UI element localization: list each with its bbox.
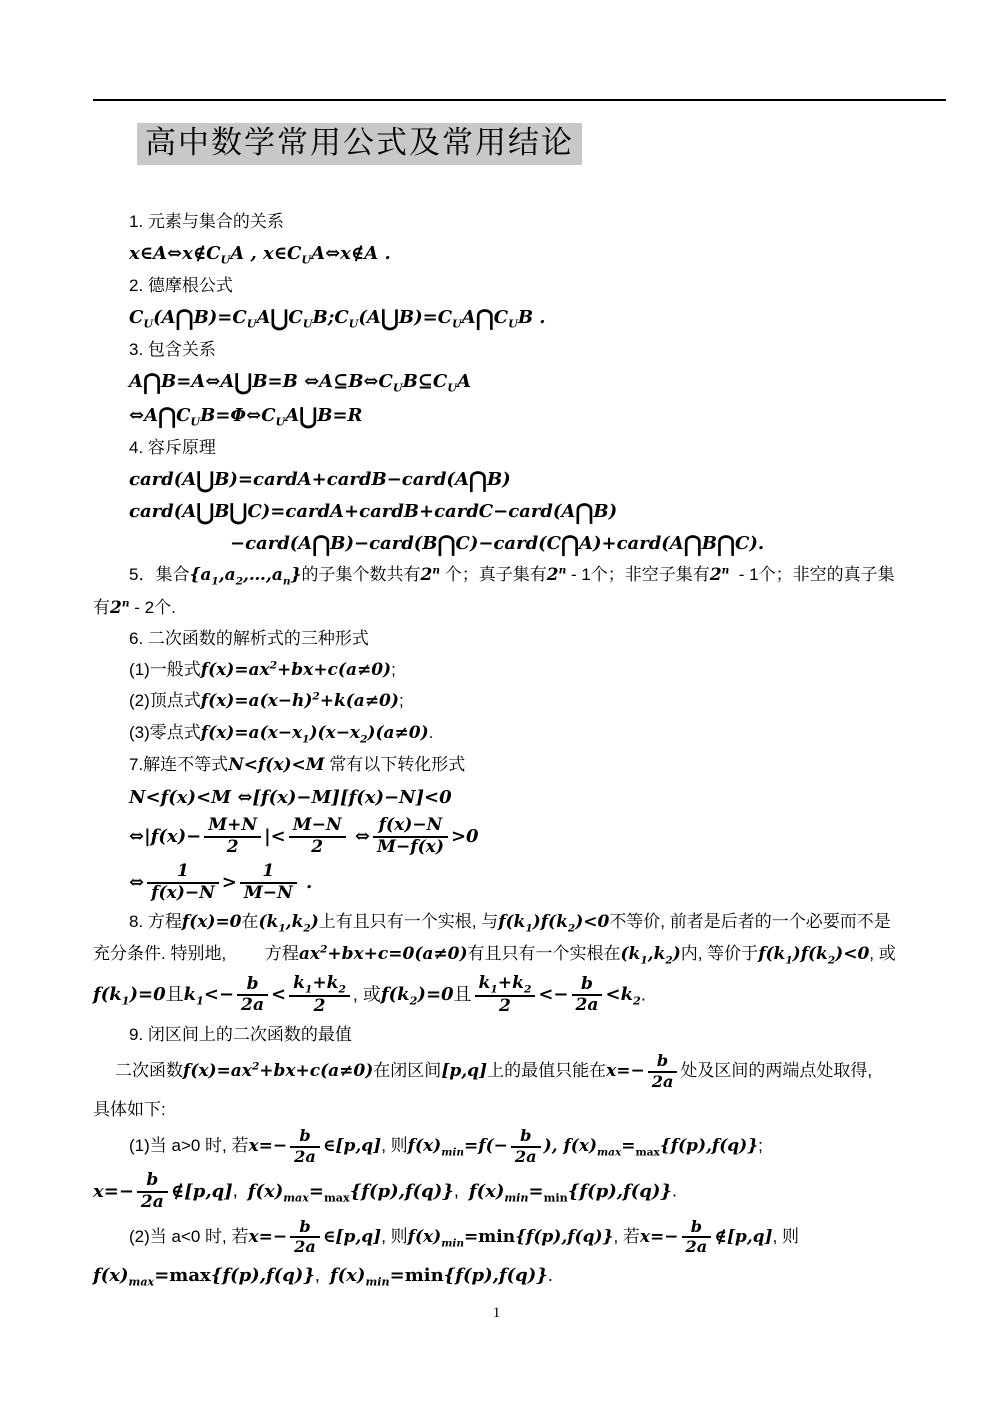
document-body bbox=[93, 208, 946, 1291]
page-number: 1 bbox=[492, 1305, 501, 1321]
doc-line: 3. 包含关系 bbox=[129, 340, 216, 360]
doc-line: $f(x)_{max}=\max\{f(p),f(q)\}$, $f(x)_{min}=\min\{f(p),f(q)\}$. bbox=[93, 1264, 553, 1289]
doc-line: N<f(x)<M ⇔[f(x)−M][f(x)−N]<0 bbox=[129, 786, 452, 808]
doc-line: x=− $\frac{b}{2a}$ ∉[p,q], $f(x)_{max}=_{max}\{f(p),f(q)\}$, $f(x)_{min}=_{min}\{f(p),f(q)\}$. bbox=[93, 1170, 677, 1212]
doc-line: −card(A⋂B)−card(B⋂C)−card(C⋂A)+card(A⋂B⋂C). bbox=[230, 531, 765, 558]
doc-line: $x\in A\Leftrightarrow x\notin C_UA$ , $x\in C_UA\Leftrightarrow x\notin A$ . bbox=[129, 242, 391, 267]
doc-line: (3)零点式$f(x)=a(x-x_1)(x-x_2)(a\ne 0)$. bbox=[129, 722, 434, 746]
doc-line: 4. 容斥原理 bbox=[129, 438, 216, 458]
doc-line: 有2$^n$ - 2个. bbox=[93, 597, 176, 618]
doc-line: 充分条件. 特别地, 方程$ax^2+bx+c=0(a\ne 0)$有且只有一个实根在$(k_1,k_2)$内, 等价于$f(k_1)f(k_2)<0$, 或 bbox=[93, 943, 896, 967]
doc-line: (2)顶点式$f(x)=a(x-h)^2+k(a\ne 0)$; bbox=[129, 690, 404, 712]
doc-line: 8. 方程f(x)=0在$(k_1,k_2)$上有且只有一个实根, 与$f(k_1)f(k_2)<0$不等价, 前者是后者的一个必要而不是 bbox=[129, 911, 891, 935]
doc-line: card(A⋃B⋃C)=cardA+cardB+cardC−card(A⋂B) bbox=[129, 499, 618, 526]
doc-line: 5．集合$\{a_1,a_2,\dots,a_n\}$的子集个数共有2$^n$ 个；真子集有2$^n$ - 1个；非空子集有2$^n$ - 1个；非空的真子集 bbox=[129, 564, 895, 588]
doc-line: 二次函数$f(x)=ax^2+bx+c(a\ne 0)$在闭区间[p,q]上的最值只能在x=− $\frac{b}{2a}$ 处及区间的两端点处取得, bbox=[115, 1051, 873, 1091]
doc-line: $\Leftrightarrow A⋂C_UB=\Phi\Leftrightarrow C_UA⋃B=R$ bbox=[129, 403, 363, 430]
doc-line: (2)当 a<0 时, 若x=− $\frac{b}{2a}$ ∈[p,q], 则$f(x)_{min}=\min\{f(p),f(q)\}$, 若x=− $\frac{b}{2a}$ ∉[p,q], 则 bbox=[129, 1216, 800, 1257]
doc-line: 1. 元素与集合的关系 bbox=[129, 212, 284, 232]
doc-line: 9. 闭区间上的二次函数的最值 bbox=[129, 1024, 352, 1044]
doc-line: 具体如下: bbox=[93, 1099, 166, 1119]
doc-line: A⋂B=A⇔A⋃B=B $\Leftrightarrow A⊆B\Leftrightarrow C_UB⊆C_UA$ bbox=[129, 369, 471, 396]
page-title: 高中数学常用公式及常用结论 bbox=[137, 123, 582, 165]
doc-line: (1)一般式$f(x)=ax^2+bx+c(a\ne 0)$; bbox=[129, 659, 396, 680]
doc-line: card(A⋃B)=cardA+cardB−card(A⋂B) bbox=[129, 467, 511, 494]
doc-line: 6. 二次函数的解析式的三种形式 bbox=[129, 629, 369, 649]
doc-line: 7.解连不等式N<f(x)<M 常有以下转化形式 bbox=[129, 755, 466, 776]
doc-line: $C_U(A⋂B)=C_UA⋃C_UB;C_U(A⋃B)=C_UA⋂C_UB$ . bbox=[129, 305, 546, 332]
doc-line: 2. 德摩根公式 bbox=[129, 276, 233, 296]
doc-line: $f(k_1)=0$且$k_1<-$ $\frac{b}{2a}$ < $\frac{k_1+k_2}{2}$ , 或$f(k_2)=0$且 $\frac{k_1+k_2}{2}$ <− $\frac{b}{2a}$ $<k_2$. bbox=[93, 972, 646, 1017]
doc-line: ⇔|f(x)− $\frac{M+N}{2}$ |< $\frac{M-N}{2}$ ⇔ $\frac{f(x)-N}{M-f(x)}$ >0 bbox=[129, 815, 479, 857]
doc-line: ⇔ $\frac{1}{f(x)-N}$ > $\frac{1}{M-N}$ . bbox=[129, 861, 313, 904]
doc-line: (1)当 a>0 时, 若x=− $\frac{b}{2a}$ ∈[p,q], 则$f(x)_{min}=f(-$ $\frac{b}{2a}$ ), $f(x)_{max}=_{max}\{f(p),f(q)\}$; bbox=[129, 1126, 763, 1166]
